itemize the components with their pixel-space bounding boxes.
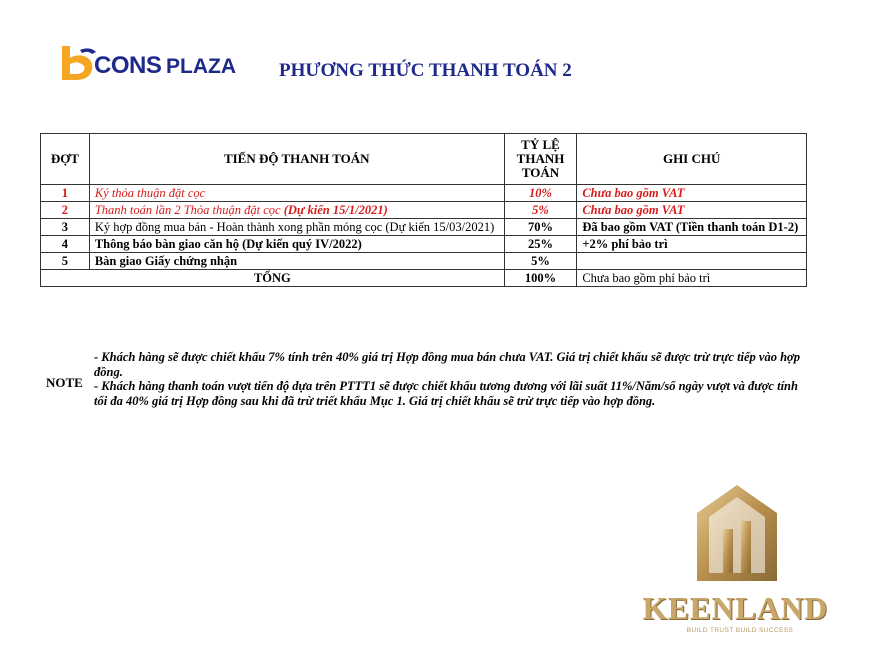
logo-text-plaza: PLAZA bbox=[166, 55, 236, 78]
row-tien-do bbox=[89, 202, 504, 219]
header-tien-do: TIẾN ĐỘ THANH TOÁN bbox=[89, 134, 504, 185]
row-ty-le: 5% bbox=[504, 202, 577, 219]
row-tien-do: Bàn giao Giấy chứng nhận bbox=[89, 253, 504, 270]
note-line-1: - Khách hàng sẽ được chiết khấu 7% tính trên 40% giá trị Hợp đồng mua bán chưa VAT. Giá trị chiết khấu sẽ được trừ trực tiếp vào hợp đồng. bbox=[94, 350, 801, 379]
row-tien-do-date: (Dự kiến 15/1/2021) bbox=[283, 203, 388, 217]
row-ghi-chu: Chưa bao gồm VAT bbox=[577, 185, 807, 202]
note-label: NOTE bbox=[46, 375, 83, 390]
row-dot: 3 bbox=[41, 219, 90, 236]
table-row bbox=[41, 236, 807, 253]
row-dot: 1 bbox=[41, 185, 90, 202]
row-tien-do: Thông báo bàn giao căn hộ (Dự kiến quý IV/2022) bbox=[89, 236, 504, 253]
row-dot: 2 bbox=[41, 202, 90, 219]
row-ty-le: 5% bbox=[504, 253, 577, 270]
row-ghi-chu bbox=[577, 253, 807, 270]
row-ty-le: 25% bbox=[504, 236, 577, 253]
bcons-b-icon bbox=[58, 44, 98, 82]
note-line-2: - Khách hàng thanh toán vượt tiến độ dựa trên PTTT1 sẽ được chiết khấu tương đương với lãi suất 11%/Năm/số ngày vượt và được tính tối đa 40% giá trị Hợp đồng sau khi đã trừ triết khấu Mục 1. Giá trị chiết khấu sẽ trừ trực tiếp vào hợp đồng. bbox=[94, 379, 798, 408]
keenland-logo-icon bbox=[695, 483, 779, 583]
total-label: TỔNG bbox=[41, 270, 505, 287]
row-dot: 5 bbox=[41, 253, 90, 270]
table-row bbox=[41, 253, 807, 270]
table-total-row bbox=[41, 270, 807, 287]
keenland-tagline: BUILD TRUST BUILD SUCCESS bbox=[686, 627, 794, 634]
total-ty-le: 100% bbox=[504, 270, 577, 287]
logo-text-cons: CONS bbox=[94, 52, 162, 79]
header-dot: ĐỢT bbox=[41, 134, 90, 185]
row-ty-le: 10% bbox=[504, 185, 577, 202]
row-tien-do: Ký thỏa thuận đặt cọc bbox=[89, 185, 504, 202]
total-ghi-chu: Chưa bao gồm phí bảo trì bbox=[577, 270, 807, 287]
row-tien-do-text: Thanh toán lần 2 Thỏa thuận đặt cọc bbox=[94, 203, 284, 217]
row-ghi-chu: Chưa bao gồm VAT bbox=[577, 202, 807, 219]
header-ty-le-text: TỶ LỆ THANH TOÁN bbox=[516, 137, 565, 180]
table-row bbox=[41, 185, 807, 202]
bcons-plaza-logo bbox=[58, 44, 258, 88]
table-row bbox=[41, 202, 807, 219]
table-header-row bbox=[41, 134, 807, 185]
header-ghi-chu: GHI CHÚ bbox=[577, 134, 807, 185]
table-row bbox=[41, 219, 807, 236]
row-tien-do: Ký hợp đồng mua bán - Hoàn thành xong phần móng cọc (Dự kiến 15/03/2021) bbox=[89, 219, 504, 236]
row-ghi-chu: +2% phí bảo trì bbox=[577, 236, 807, 253]
header-ty-le bbox=[504, 134, 577, 185]
page-title: PHƯƠNG THỨC THANH TOÁN 2 bbox=[279, 60, 572, 81]
row-dot: 4 bbox=[41, 236, 90, 253]
row-ty-le: 70% bbox=[504, 219, 577, 236]
note-text bbox=[94, 350, 810, 408]
keenland-wordmark: KEENLAND bbox=[642, 590, 828, 626]
payment-schedule-table bbox=[40, 133, 807, 287]
row-ghi-chu: Đã bao gồm VAT (Tiền thanh toán D1-2) bbox=[577, 219, 807, 236]
